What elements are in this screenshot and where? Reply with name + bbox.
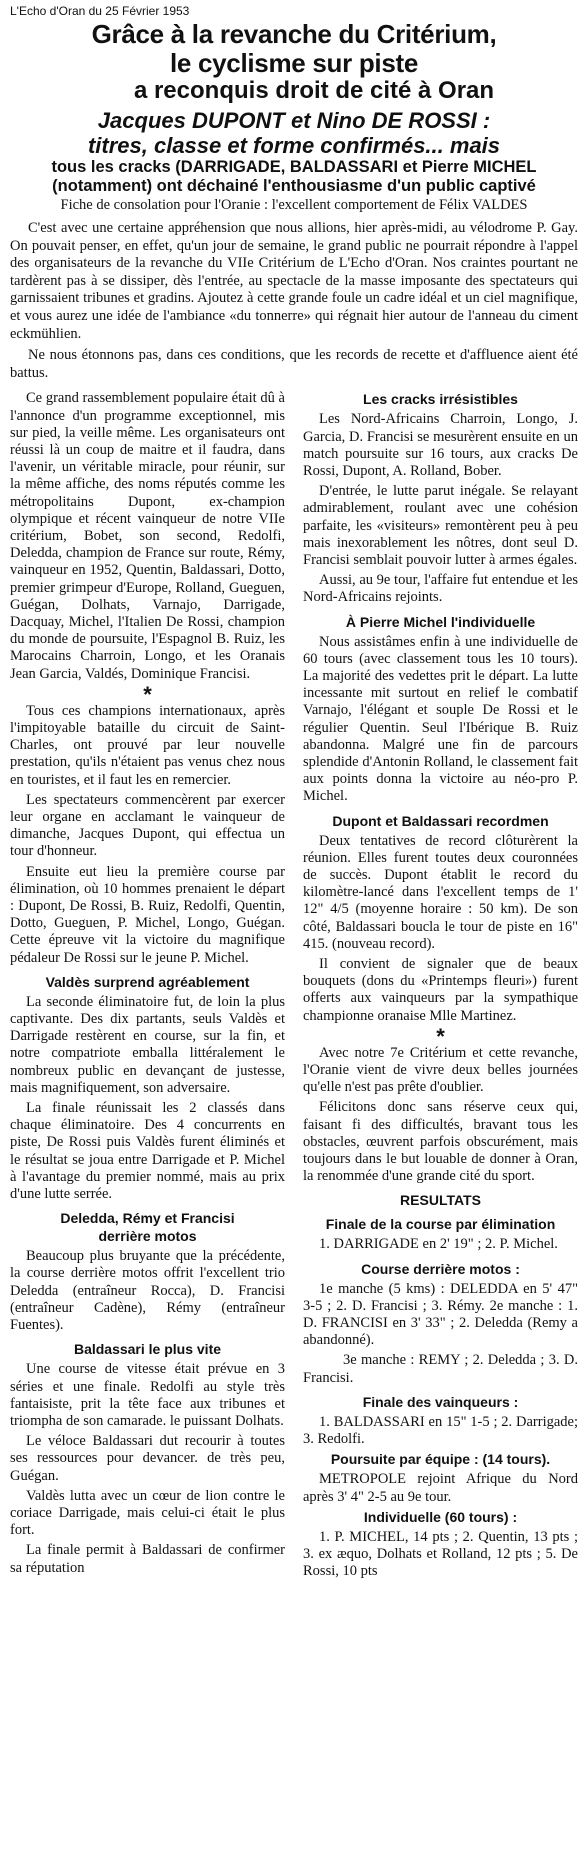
paragraph: D'entrée, le lutte parut inégale. Se relayant admirablement, roulant avec une cohésion parfaite, les «visiteurs» remontèrent peu à peu mais inexorablement les nôtres, dont seul D. Francisi semblait pouvoir lutter à armes égales. <box>303 483 578 568</box>
result-line: 1. DARRIGADE en 2' 19" ; 2. P. Michel. <box>319 1236 558 1253</box>
subheading: Deledda, Rémy et Francisi <box>60 1210 235 1227</box>
intro-paragraph: C'est avec une certaine appréhension que nous allions, hier après-midi, au vélodrome P. Gay. On pouvait penser, en effet, qu'un jour de semaine, le grand public ne pourrait répondre à l'appel des organisateurs de la revanche du VIIe Critérium de L'Echo d'Oran. Nos craintes pourtant ne tardèrent pas à se dissiper, dès l'entrée, au spectacle de la masse imposante des spectateurs qui garnissaient tribunes et gradins. Ajoutez à cette grande foule un cadre idéal et un ciel magnifique, et vous aurez une idée de l'ambiance «du tonnerre» qui régnait hier autour de l'anneau du ciment eckmühlien. <box>10 220 578 342</box>
paragraph: Une course de vitesse était prévue en 3 séries et une finale. Redolfi au style très fantaisiste, prit la tête face aux tribunes et triompha de son camarade. le puissant Dolhats. <box>10 1361 285 1429</box>
subheading: Les cracks irrésistibles <box>363 391 518 408</box>
results-subheading: Poursuite par équipe : (14 tours). <box>330 1451 551 1468</box>
subheading: Dupont et Baldassari recordmen <box>332 812 549 829</box>
intro <box>10 220 578 382</box>
paragraph: Félicitons donc sans réserve ceux qui, faisant fi des difficultés, bravant tous les obstacles, œuvrent parfois obscurément, mais toujours dans le but louable de donner à Oran, la renommée d'une grande cité du sport. <box>303 1099 578 1185</box>
results-subheading: Finale des vainqueurs : <box>362 1393 519 1410</box>
results-subheading: Finale de la course par élimination <box>325 1216 556 1233</box>
kicker: Fiche de consolation pour l'Oranie : l'excellent comportement de Félix VALDES <box>60 197 528 213</box>
results-subheading: Individuelle (60 tours) : <box>363 1508 518 1525</box>
headline-line-2: le cyclisme sur piste <box>169 48 419 78</box>
results-heading: RESULTATS <box>400 1192 481 1209</box>
intro-paragraph: Ne nous étonnons pas, dans ces conditions, que les records de recette et d'affluence aient été battus. <box>10 347 578 381</box>
headline-line-3: a reconquis droit de cité à Oran <box>133 77 495 104</box>
paragraph: Les spectateurs commencèrent par exercer leur organe en acclamant le vainqueur de dimanche, Jacques Dupont, qui effectua un tour d'honneur. <box>10 791 285 860</box>
headline-line-1: Grâce à la revanche du Critérium, <box>91 19 497 49</box>
result-line: 3e manche : REMY ; 2. Deledda ; 3. D. Francisi. <box>303 1352 578 1386</box>
left-column <box>10 390 285 1580</box>
paragraph: Ce grand rassemblement populaire était dû à l'annonce d'un programme exceptionnel, mis sur pied, la veille même. Les organisateurs ont réussi là un coup de maitre et il faudra, dans l'avenir, un véritable miracle, pour réunir, sur la même affiche, des noms réputés comme les métropolitains Dupont, ex-champion olympique et récent vainqueur de notre VIIe critérium, Bobet, son second, Redolfi, Deledda, champion de France sur route, Rémy, vainqueur en 1952, Quentin, Baldassari, Dotto, premier grimpeur d'Europe, Rolland, Gueguen, Guégan, Dolhats, Varnajo, Darrigade, Dacquay, Michel, l'Italien De Rossi, champion du monde de poursuite, l'Espagnol B. Ruiz, les Marocains Charroin, Longo, et les Oranais Jean Garcia, Valdés, Dominique Francisi. <box>10 390 285 682</box>
subheading: Valdès surprend agréablement <box>45 973 250 990</box>
paragraph: Les Nord-Africains Charroin, Longo, J. Garcia, D. Francisi se mesurèrent ensuite en un match poursuite sur 16 tours, aux cracks De Rossi, Dupont, A. Rolland, Bober. <box>303 411 578 479</box>
subhead-line-4: (notamment) ont déchainé l'enthousiasme d'un public captivé <box>52 177 536 195</box>
results-subheading: Course derrière motos : <box>361 1260 520 1277</box>
paragraph: La seconde éliminatoire fut, de loin la plus captivante. Des dix partants, seuls Valdès et Darrigade restèrent en course, sur la fin, et notre compatriote emballa littéralement le nombreux public en devançant de justesse, mais magnifiquement, son adversaire. <box>10 993 285 1096</box>
paragraph: Aussi, au 9e tour, l'affaire fut entendue et les Nord-Africains rejoints. <box>303 572 578 606</box>
subhead-line-1: Jacques DUPONT et Nino DE ROSSI : <box>97 108 491 133</box>
paragraph: Il convient de signaler que de beaux bouquets (dons du «Printemps fleuri») furent offerts aux vainqueurs par la sympathique championne oranaise Mlle Martinez. <box>303 956 578 1024</box>
source-line: L'Echo d'Oran du 25 Février 1953 <box>10 4 190 18</box>
paragraph: Valdès lutta avec un cœur de lion contre le coriace Darrigade, mais celui-ci était le plus fort. <box>10 1487 285 1539</box>
paragraph: Tous ces champions internationaux, après l'impitoyable bataille du circuit de Saint-Charles, ont prouvé par leur nouvelle prestation, qu'ils n'étaient pas venus chez nous en touristes, et il faut les en remercier. <box>10 702 285 788</box>
section-star: * <box>436 1023 445 1049</box>
subheading: Baldassari le plus vite <box>73 1341 222 1358</box>
subhead-line-2: titres, classe et forme confirmés... mais <box>87 133 501 158</box>
paragraph: La finale permit à Baldassari de confirmer sa réputation <box>10 1542 285 1576</box>
paragraph: Le véloce Baldassari dut recourir à toutes ses ressources pour devancer. de très peu, Guégan. <box>10 1433 285 1484</box>
result-line: 1e manche (5 kms) : DELEDDA en 5' 47" 3-5 ; 2. D. Francisi ; 3. Rémy. 2e manche : 1. D. FRANCISI en 3' 33" ; 2. Deledda (Remy a abandonné). <box>303 1280 578 1349</box>
result-line: 1. P. MICHEL, 14 pts ; 2. Quentin, 13 pts ; 3. ex æquo, Dolhats et Rolland, 12 pts ; 5. De Rossi, 10 pts <box>303 1528 578 1580</box>
paragraph: La finale réunissait les 2 classés dans chaque éliminatoire. Des 4 concurrents en piste, De Rossi puis Valdès furent éliminés et le résultat se joua entre Darrigade et P. Michel à l'avantage du premier nommé, mais au prix d'une lutte serrée. <box>10 1100 285 1203</box>
section-star: * <box>143 681 152 707</box>
result-line: 1. BALDASSARI en 15" 1-5 ; 2. Darrigade; 3. Redolfi. <box>303 1413 578 1448</box>
paragraph: Ensuite eut lieu la première course par élimination, où 10 hommes prenaient le départ : Dupont, De Rossi, B. Ruiz, Redolfi, Quentin, Dotto, Gueguen, P. Michel, Longo, Guégan. Cette épreuve vit la victoire du magnifique pédaleur De Rossi sur le jeune P. Michel. <box>10 863 285 966</box>
subhead-line-3: tous les cracks (DARRIGADE, BALDASSARI et Pierre MICHEL <box>51 158 537 176</box>
article-columns <box>10 390 578 1580</box>
right-column <box>303 390 578 1580</box>
paragraph: Beaucoup plus bruyante que la précédente, la course derrière motos offrit l'excellent trio Deledda (entraîneur Rocca), D. Francisi (entraîneur Cadène), Rémy (entraîneur Fuentes). <box>10 1248 285 1334</box>
subheading: À Pierre Michel l'individuelle <box>345 613 536 630</box>
result-line: METROPOLE rejoint Afrique du Nord après 3' 4" 2-5 au 9e tour. <box>303 1471 578 1505</box>
paragraph: Avec notre 7e Critérium et cette revanche, l'Oranie vient de vivre deux belles journées qu'elle n'est pas prête d'oublier. <box>303 1044 578 1096</box>
subheading: derrière motos <box>98 1228 197 1245</box>
paragraph: Deux tentatives de record clôturèrent la réunion. Elles furent toutes deux couronnées de succès. Dupont établit le record du kilomètre-lancé dans l'excellent temps de 1' 12" 4/5 (moyenne horaire : 50 km). De son côté, Baldassari boucla le tour de piste en 16" 415. (nouveau record). <box>303 832 578 952</box>
paragraph: Nous assistâmes enfin à une individuelle de 60 tours (avec classement tous les 10 tours). La majorité des vedettes prit le départ. La lutte incessante mit surtout en relief le combatif Varnajo, l'élégant et souple De Rossi et le régulier Quentin. Seul l'Ibérique B. Ruiz abandonna. Malgré une fin de parcours splendide d'Antonin Rolland, le classement fait aux points donna la victoire au néo-pro P. Michel. <box>303 633 578 805</box>
